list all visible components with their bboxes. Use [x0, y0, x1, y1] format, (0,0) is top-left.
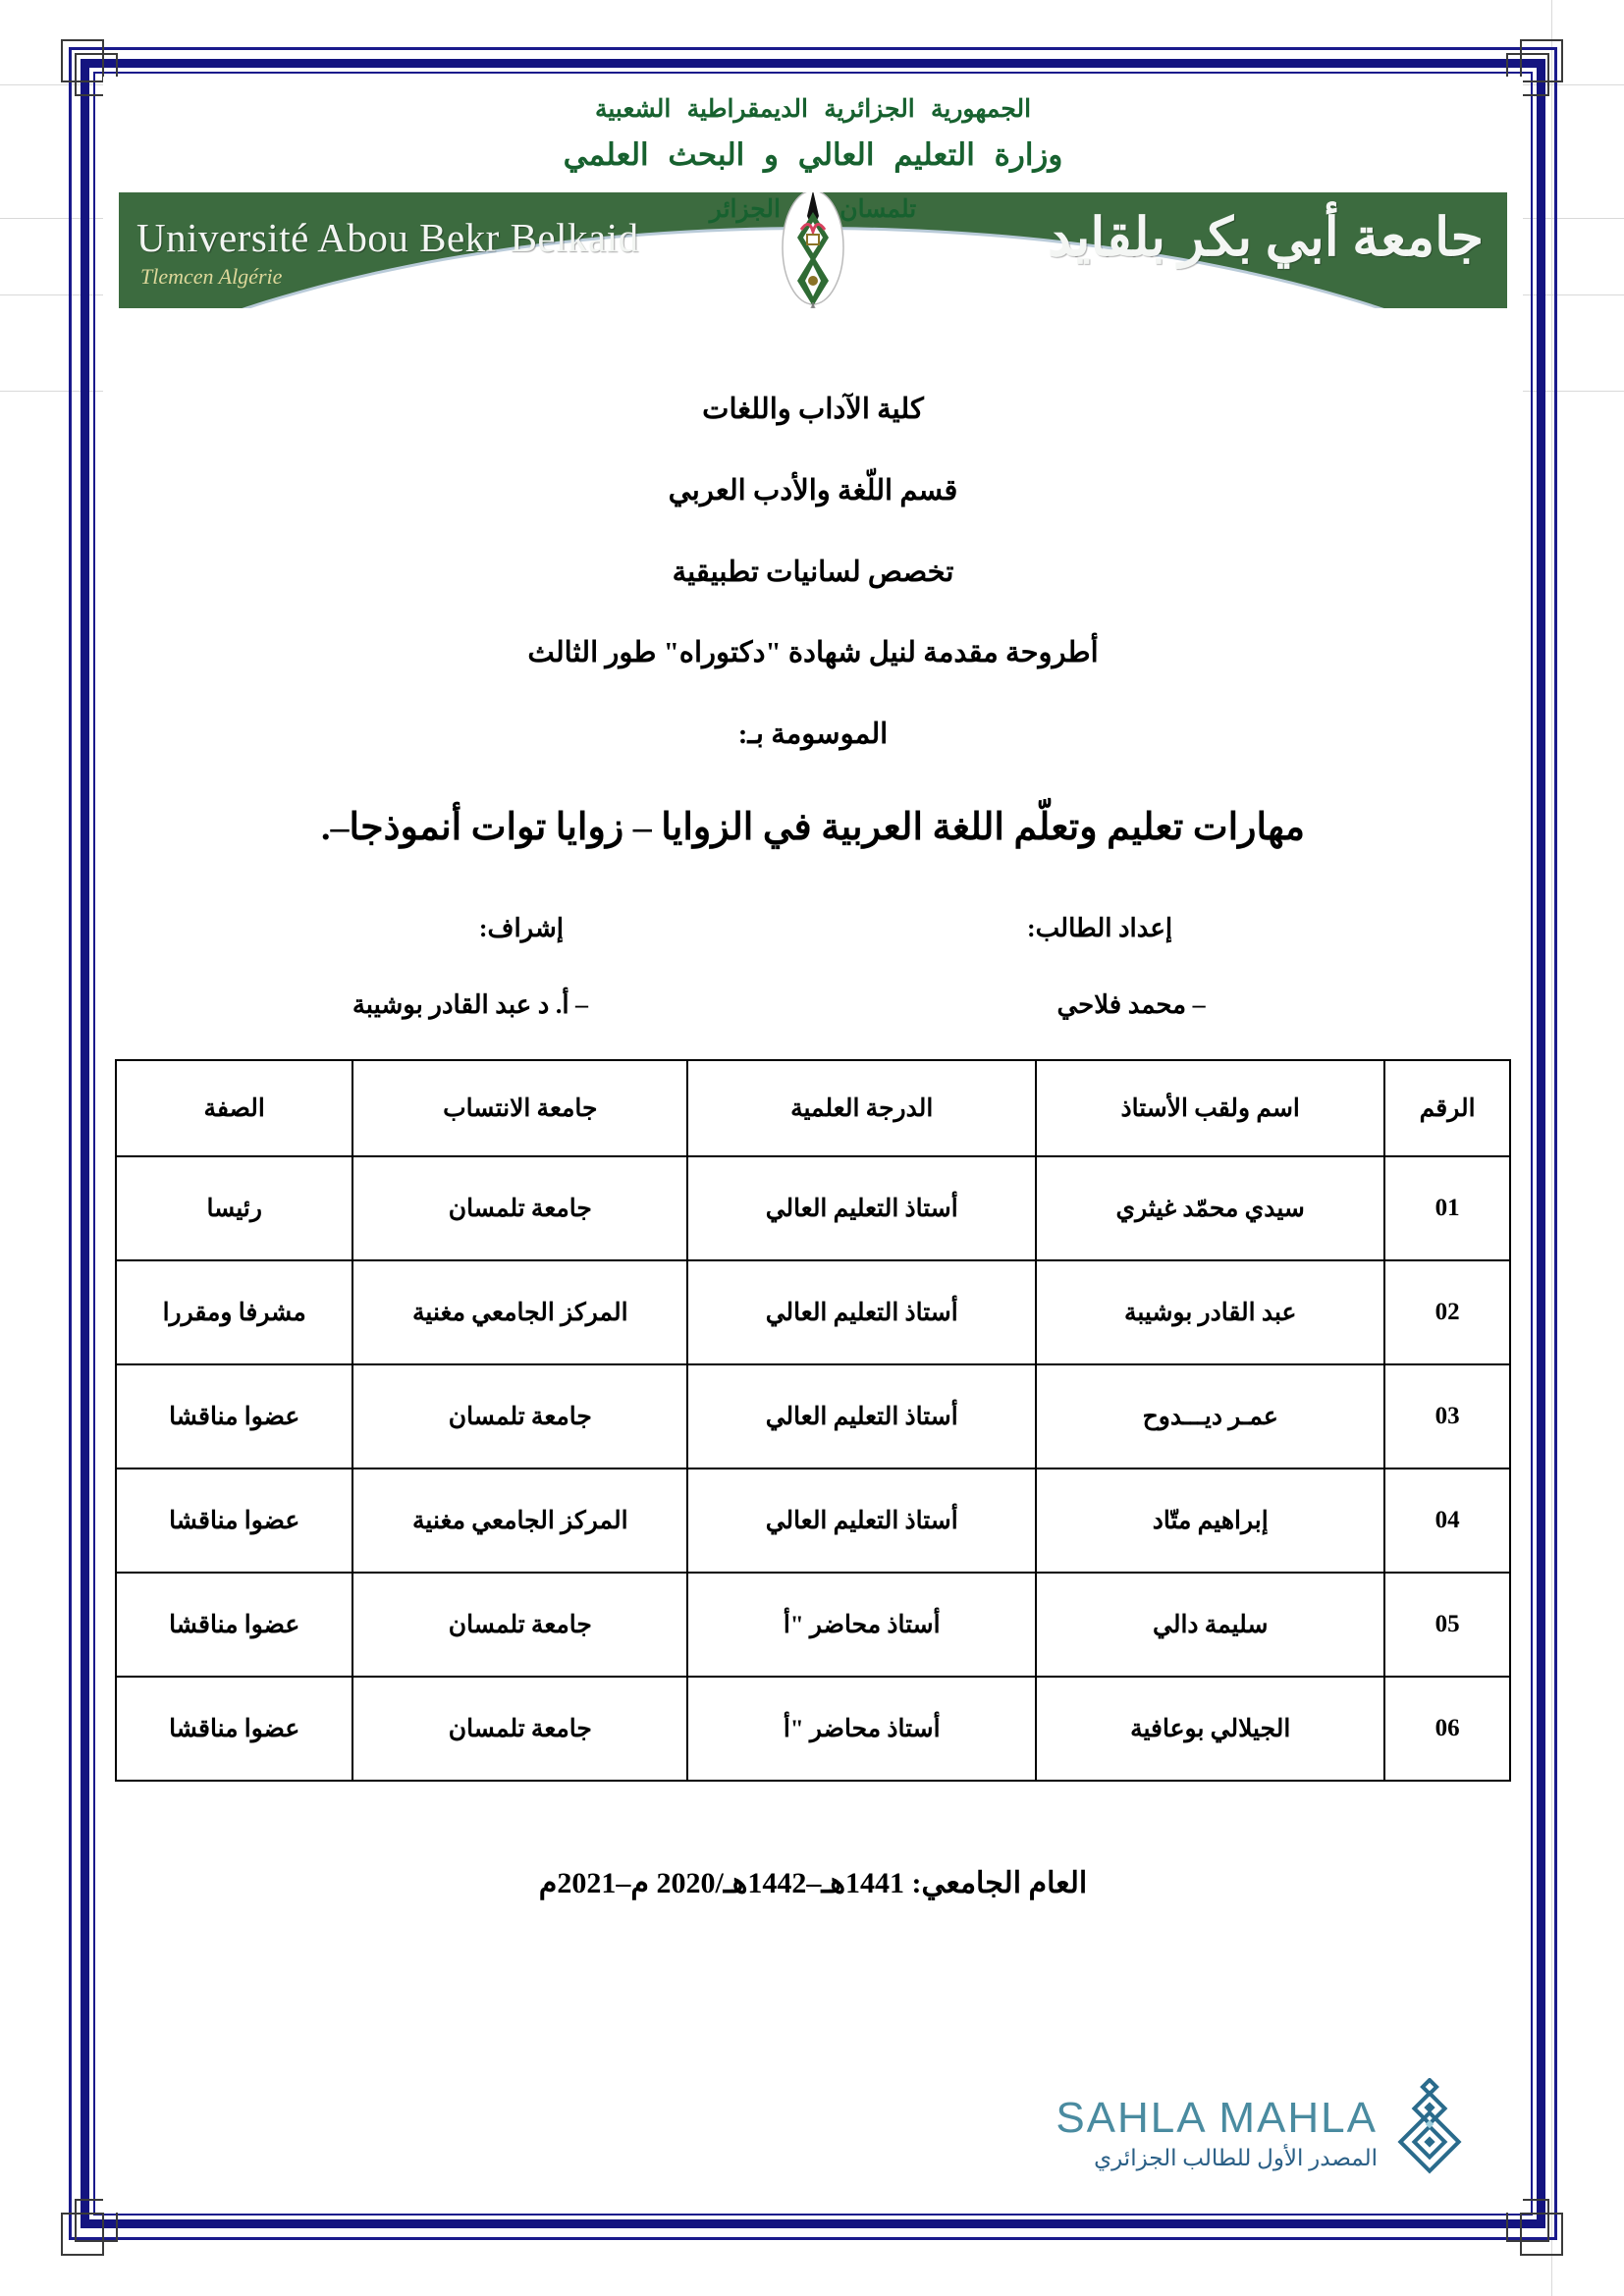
cell-name: إبراهيم متّاد [1036, 1468, 1384, 1573]
cell-university: جامعة تلمسان [352, 1677, 687, 1781]
supervisor-label: إشراف: [478, 914, 565, 943]
cell-university: المركز الجامعي مغنية [352, 1260, 687, 1364]
column-header-number: الرقم [1384, 1060, 1510, 1156]
student-name: – محمد فلاحي [1056, 990, 1206, 1020]
country-algeria-label: الجزائر [709, 196, 781, 223]
table-row [116, 1156, 1510, 1260]
thesis-heading-block [103, 393, 1523, 752]
republic-line: الجمهورية الجزائرية الديمقراطية الشعبية [594, 96, 1032, 123]
thesis-title: مهارات تعليم وتعلّم اللغة العربية في الزوايا – زوايا توات أنموذجا–. [321, 806, 1305, 848]
academic-year-line: العام الجامعي: 1441هـ–1442هـ/2020 م–2021م [538, 1867, 1088, 1900]
authorship-block [103, 914, 1523, 1020]
cell-number: 05 [1384, 1573, 1510, 1677]
cell-role: رئيسا [116, 1156, 352, 1260]
cell-role: عضوا مناقشا [116, 1364, 352, 1468]
cell-grade: أستاذ التعليم العالي [687, 1468, 1036, 1573]
table-header-row [116, 1060, 1510, 1156]
table-row [116, 1468, 1510, 1573]
degree-line: أطروحة مقدمة لنيل شهادة "دكتوراه" طور الثالث [527, 637, 1099, 669]
cell-number: 06 [1384, 1677, 1510, 1781]
department-line: قسم اللّغة والأدب العربي [668, 474, 958, 507]
column-header-grade: الدرجة العلمية [687, 1060, 1036, 1156]
watermark-tagline: المصدر الأول للطالب الجزائري [1094, 2145, 1378, 2170]
cell-name: عبد القادر بوشيبة [1036, 1260, 1384, 1364]
cell-name: الجيلالي بوعافية [1036, 1677, 1384, 1781]
cell-grade: أستاذ التعليم العالي [687, 1156, 1036, 1260]
cell-name: عمـر ديـــدوح [1036, 1364, 1384, 1468]
jury-table [115, 1059, 1511, 1782]
student-column [867, 914, 1489, 1020]
entitled-line: الموسومة بـ: [737, 719, 889, 751]
cell-number: 04 [1384, 1468, 1510, 1573]
supervisor-column [136, 914, 759, 1020]
supervisor-name: – أ. د عبد القادر بوشيبة [352, 990, 589, 1020]
watermark-text [1056, 2093, 1378, 2171]
cell-grade: أستاذ التعليم العالي [687, 1260, 1036, 1364]
ministry-header [103, 77, 1523, 179]
column-header-name: اسم ولقب الأستاذ [1036, 1060, 1384, 1156]
cell-role: عضوا مناقشا [116, 1468, 352, 1573]
cell-university: جامعة تلمسان [352, 1364, 687, 1468]
cell-grade: أستاذ التعليم العالي [687, 1364, 1036, 1468]
cell-number: 03 [1384, 1364, 1510, 1468]
cell-number: 01 [1384, 1156, 1510, 1260]
sahla-mahla-logo-icon [1385, 2078, 1476, 2189]
faculty-line: كلية الآداب واللغات [702, 394, 924, 425]
cell-university: جامعة تلمسان [352, 1156, 687, 1260]
university-city-french: Tlemcen Algérie [140, 264, 283, 289]
cell-role: عضوا مناقشا [116, 1573, 352, 1677]
watermark-brand-name: SAHLA MAHLA [1056, 2093, 1378, 2142]
cell-grade: أستاذ محاضر "أ [687, 1573, 1036, 1677]
specialty-line: تخصص لسانيات تطبيقية [672, 556, 954, 588]
cell-name: سيدي محمّد غيثري [1036, 1156, 1384, 1260]
table-row [116, 1364, 1510, 1468]
cell-university: جامعة تلمسان [352, 1573, 687, 1677]
university-name-french: Université Abou Bekr Belkaid [136, 215, 639, 260]
cell-role: مشرفا ومقررا [116, 1260, 352, 1364]
table-row [116, 1677, 1510, 1781]
university-city-arabic [602, 194, 1024, 224]
cell-university: المركز الجامعي مغنية [352, 1468, 687, 1573]
thesis-cover-page [103, 77, 1523, 2213]
cell-role: عضوا مناقشا [116, 1677, 352, 1781]
column-header-university: جامعة الانتساب [352, 1060, 687, 1156]
table-row [116, 1260, 1510, 1364]
city-tlemcen-label: تلمسان [839, 196, 917, 223]
ministry-line: وزارة التعليم العالي و البحث العلمي [563, 137, 1063, 172]
cell-grade: أستاذ محاضر "أ [687, 1677, 1036, 1781]
sahla-mahla-watermark [1056, 2078, 1476, 2189]
university-name-arabic: جامعة أبي بكر بلقايد [1048, 208, 1484, 267]
table-row [116, 1573, 1510, 1677]
cell-name: سليمة دالي [1036, 1573, 1384, 1677]
student-label: إعداد الطالب: [1026, 914, 1173, 943]
column-header-role: الصفة [116, 1060, 352, 1156]
cell-number: 02 [1384, 1260, 1510, 1364]
jury-table-wrapper [103, 1059, 1523, 1782]
